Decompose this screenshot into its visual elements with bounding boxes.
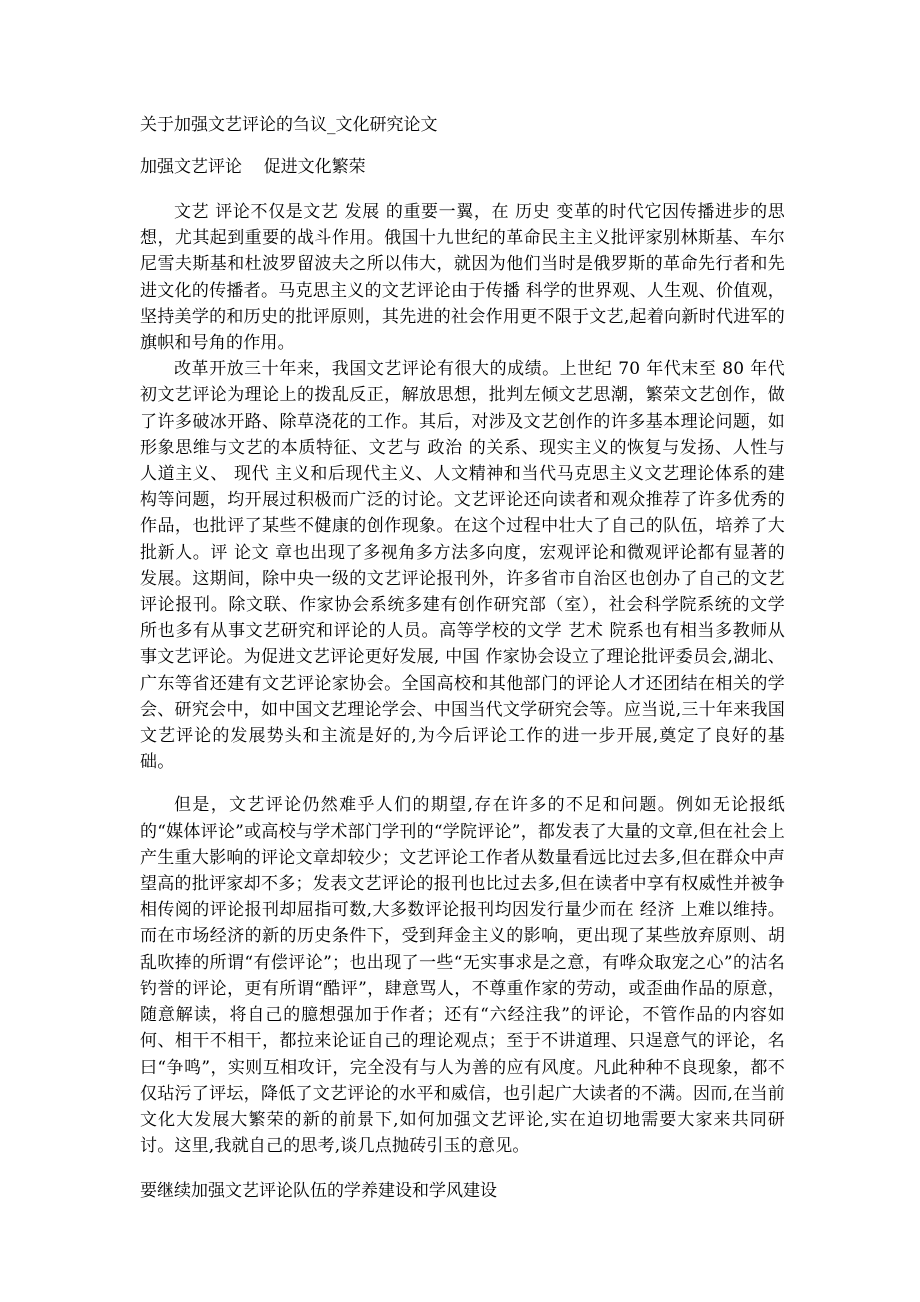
paragraph-2: 改革开放三十年来，我国文艺评论有很大的成绩。上世纪 70 年代末至 80 年代初文艺评论为理论上的拨乱反正，解放思想，批判左倾文艺思潮，繁荣文艺创作，做了许多破冰开路、除草浇花的工作。其后，对涉及文艺创作的许多基本理论问题，如形象思维与文艺的本质特征、文艺与 政治 的关系、现实主义的恢复与发扬、人性与人道主义、 现代 主义和后现代主义、人文精神和当代马克思主义文艺理论体系的建构等问题，均开展过积极而广泛的讨论。文艺评论还向读者和观众推荐了许多优秀的作品，也批评了某些不健康的创作现象。在这个过程中壮大了自己的队伍，培养了大批新人。评 论文 章也出现了多视角多方法多向度，宏观评论和微观评论都有显著的发展。这期间，除中央一级的文艺评论报刊外，许多省市自治区也创办了自己的文艺评论报刊。除文联、作家协会系统多建有创作研究部（室），社会科学院系统的文学所也多有从事文艺研究和评论的人员。高等学校的文学 艺术 院系也有相当多教师从事文艺评论。为促进文艺评论更好发展, 中国 作家协会设立了理论批评委员会,湖北、广东等省还建有文艺评论家协会。全国高校和其他部门的评论人才还团结在相关的学会、研究会中，如中国文艺理论学会、中国当代文学研究会等。应当说,三十年来我国文艺评论的发展势头和主流是好的,为今后评论工作的进一步开展,奠定了良好的基础。	[140, 359, 785, 773]
paragraph-3: 但是，文艺评论仍然难乎人们的期望,存在许多的不足和问题。例如无论报纸的“媒体评论”或高校与学术部门学刊的“学院评论”，都发表了大量的文章,但在社会上产生重大影响的评论文章却较少；文艺评论工作者从数量看远比过去多,但在群众中声望高的批评家却不多；发表文艺评论的报刊也比过去多,但在读者中享有权威性并被争相传阅的评论报刊却屈指可数,大多数评论报刊均因发行量少而在 经济 上难以维持。而在市场经济的新的历史条件下，受到拜金主义的影响，更出现了某些放弃原则、胡乱吹捧的所谓“有偿评论”；也出现了一些“无实事求是之意，有哗众取宠之心”的沽名钓誉的评论，更有所谓“酷评”，肆意骂人，不尊重作家的劳动，或歪曲作品的原意，随意解读，将自己的臆想强加于作者；还有“六经注我”的评论，不管作品的内容如何、相干不相干，都拉来论证自己的理论观点；至于不讲道理、只逞意气的评论，名曰“争鸣”，实则互相攻讦，完全没有与人为善的应有风度。凡此种种不良现象，都不仅玷污了评坛，降低了文艺评论的水平和威信，也引起广大读者的不满。因而,在当前文化大发展大繁荣的新的前景下,如何加强文艺评论,实在迫切地需要大家来共同研讨。这里,我就自己的思考,谈几点抛砖引玉的意见。	[140, 795, 785, 1157]
document-subtitle: 加强文艺评论 促进文化繁荣	[140, 157, 366, 177]
section-heading: 要继续加强文艺评论队伍的学养建设和学风建设	[140, 1181, 497, 1202]
paragraph-1: 文艺 评论不仅是文艺 发展 的重要一翼，在 历史 变革的时代它因传播进步的思想，尤其起到重要的战斗作用。俄国十九世纪的革命民主主义批评家别林斯基、车尔尼雪夫斯基和杜波罗留波夫之所以伟大，就因为他们当时是俄罗斯的革命先行者和先进文化的传播者。马克思主义的文艺评论由于传播 科学的世界观、人生观、价值观，坚持美学的和历史的批评原则，其先进的社会作用更不限于文艺,起着向新时代进军的旗帜和号角的作用。	[140, 202, 785, 354]
document-page	[140, 113, 785, 1203]
document-title: 关于加强文艺评论的刍议_文化研究论文	[140, 115, 438, 135]
